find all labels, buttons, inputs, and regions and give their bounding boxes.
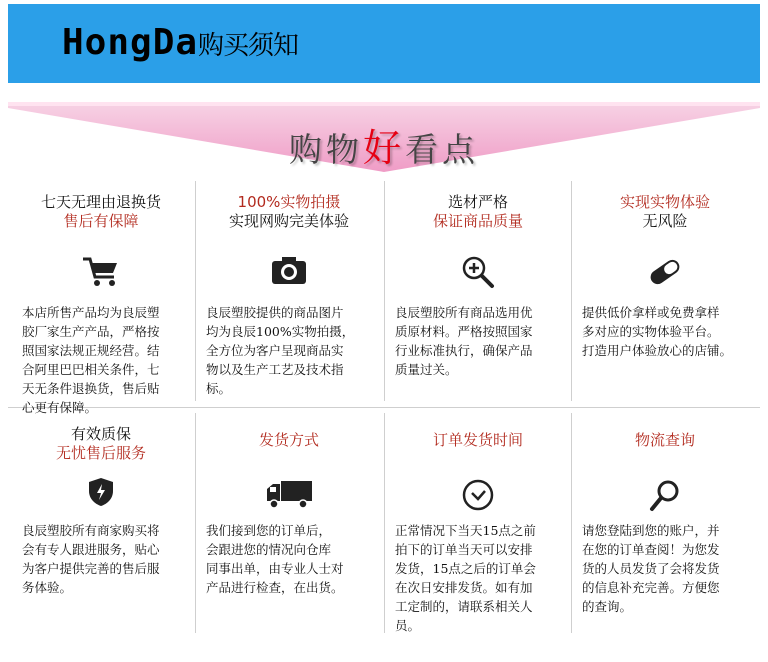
- card-subtitle: 保证商品质量: [432, 212, 523, 230]
- banner-text-highlight: 好: [362, 126, 405, 170]
- card-title: 订单发货时间: [432, 431, 523, 449]
- card-description: [582, 303, 756, 360]
- desc-line: 在您的订单查阅！为您发: [582, 542, 720, 557]
- desc-line: 会有专人跟进服务，贴心: [22, 542, 160, 557]
- banner-title: [0, 117, 768, 172]
- desc-line: 员。: [395, 618, 421, 633]
- feature-card-returns: [8, 193, 194, 415]
- card-title: 选材严格: [447, 193, 508, 211]
- desc-line: 我们接到您的订单后，: [206, 523, 332, 538]
- card-description: [582, 521, 756, 616]
- features-grid: [8, 181, 760, 633]
- card-description: [395, 303, 567, 379]
- desc-line: 务体验。: [22, 580, 73, 595]
- card-title: 七天无理由退换货: [40, 193, 161, 211]
- desc-line: 质量过关。: [395, 362, 458, 377]
- camera-icon: [196, 255, 382, 285]
- desc-line: 物以及生产工艺及技术指: [206, 362, 344, 377]
- pill-icon: [572, 255, 758, 289]
- desc-line: 天无条件退换货，售后贴: [22, 381, 160, 396]
- desc-line: 的信息补充完善。方便您: [582, 580, 720, 595]
- card-description: [395, 521, 569, 635]
- truck-icon: [196, 479, 382, 509]
- shopping-cart-icon: [8, 255, 194, 289]
- desc-line: 拍下的订单当天可以安排: [395, 542, 533, 557]
- card-title: 实现实物体验: [619, 193, 710, 211]
- desc-line: 工定制的，请联系相关人: [395, 599, 533, 614]
- desc-line: 照国家法规正规经营。结: [22, 343, 160, 358]
- desc-line: 良辰塑胶提供的商品图片: [206, 305, 344, 320]
- card-description: [22, 303, 192, 417]
- banner-text-pre: 购物: [288, 130, 363, 169]
- header-title: [62, 22, 298, 63]
- card-title: 有效质保: [70, 425, 131, 443]
- desc-line: 心更有保障。: [22, 400, 98, 415]
- clock-icon: [385, 479, 571, 511]
- card-subtitle: 无忧售后服务: [55, 444, 146, 462]
- desc-line: 良辰塑胶所有商家购买将: [22, 523, 160, 538]
- desc-line: 标。: [206, 381, 232, 396]
- desc-line: 提供低价拿样或免费拿样: [582, 305, 720, 320]
- card-description: [206, 303, 378, 398]
- magnifier-plus-icon: [385, 255, 571, 289]
- card-subtitle: 售后有保障: [63, 212, 139, 230]
- desc-line: 在次日安排发货。如有加: [395, 580, 533, 595]
- brand-name: HongDa: [62, 22, 199, 63]
- desc-line: 的查询。: [582, 599, 633, 614]
- desc-line: 全方位为客户呈现商品实: [206, 343, 344, 358]
- desc-line: 质原材料。严格按照国家: [395, 324, 533, 339]
- card-subtitle: 无风险: [642, 212, 688, 230]
- desc-line: 胶厂家生产产品，严格按: [22, 324, 160, 339]
- desc-line: 合阿里巴巴相关条件，七: [22, 362, 160, 377]
- desc-line: 货的人员发货了会将发货: [582, 561, 720, 576]
- desc-line: 正常情况下当天15点之前: [395, 523, 536, 538]
- feature-card-shipping-method: [196, 431, 382, 631]
- feature-card-warranty: [8, 425, 194, 631]
- desc-line: 发货，15点之后的订单会: [395, 561, 536, 576]
- card-title: 发货方式: [258, 431, 319, 449]
- desc-line: 请您登陆到您的账户，并: [582, 523, 720, 538]
- desc-line: 本店所售产品均为良辰塑: [22, 305, 160, 320]
- feature-card-tracking: [572, 431, 758, 631]
- header-bar: [8, 4, 760, 83]
- desc-line: 会跟进您的情况向仓库: [206, 542, 332, 557]
- desc-line: 为客户提供完善的售后服: [22, 561, 160, 576]
- card-description: [22, 521, 192, 597]
- feature-card-samples: [572, 193, 758, 403]
- banner-text-post: 看点: [405, 130, 479, 169]
- desc-line: 打造用户体验放心的店铺。: [582, 343, 733, 358]
- desc-line: 多对应的实物体验平台。: [582, 324, 720, 339]
- shield-icon: [8, 477, 194, 507]
- card-title: 100%实物拍摄: [237, 193, 341, 211]
- desc-line: 产品进行检查，在出货。: [206, 580, 344, 595]
- card-subtitle: 实现网购完美体验: [228, 212, 349, 230]
- card-description: [206, 521, 378, 597]
- card-title: 物流查询: [634, 431, 695, 449]
- feature-card-dispatch-time: [385, 431, 571, 631]
- header-subtitle: 购买须知: [198, 31, 299, 61]
- desc-line: 同事出单，由专业人士对: [206, 561, 344, 576]
- desc-line: 均为良辰100%实物拍摄，: [206, 324, 355, 339]
- feature-card-materials: [385, 193, 571, 403]
- search-icon: [572, 479, 758, 513]
- desc-line: 行业标准执行，确保产品: [395, 343, 533, 358]
- feature-card-photos: [196, 193, 382, 403]
- desc-line: 良辰塑胶所有商品选用优: [395, 305, 533, 320]
